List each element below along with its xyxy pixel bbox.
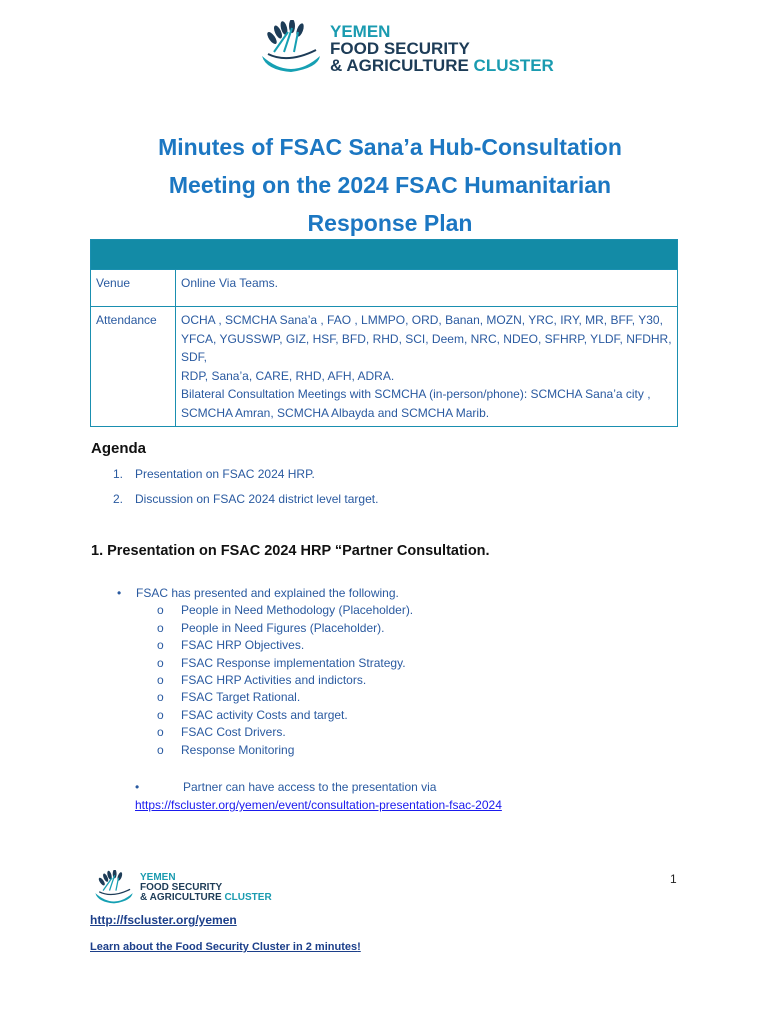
learn-more-text[interactable]: Learn about the Food Security Cluster in 2 minutes [90,941,358,953]
attendance-label: Attendance [91,307,176,427]
sub-list-text: FSAC Cost Drivers. [181,725,286,740]
circle-bullet-icon: o [157,690,164,705]
list-number: 2. [113,491,124,506]
logo-line-cluster: CLUSTER [468,55,554,75]
bullet-icon: • [117,586,122,600]
sub-list-text: People in Need Figures (Placeholder). [181,620,385,635]
page-title [90,128,690,242]
sub-list-item [157,690,413,707]
fsac-logo [258,20,554,76]
logo-line-agriculture: & AGRICULTURE [140,892,222,903]
circle-bullet-icon: o [157,672,164,687]
section-1-heading: 1. Presentation on FSAC 2024 HRP “Partner Consultation. [91,543,490,559]
meeting-info-table [90,239,678,427]
wheat-bowl-icon [92,870,136,906]
presentation-link[interactable]: https://fscluster.org/yemen/event/consultation-presentation-fsac-2024 [135,798,502,812]
table-row-venue [91,270,678,307]
presentation-access [135,778,502,814]
attendance-line: SCMCHA Amran, SCMCHA Albayda and SCMCHA Marib. [181,405,490,420]
sub-list-text: FSAC Target Rational. [181,690,301,705]
logo-line-yemen: YEMEN [140,872,176,883]
attendance-line: Bilateral Consultation Meetings with SCMCHA (in-person/phone): SCMCHA Sana’a city , [181,387,651,401]
agenda-heading: Agenda [91,440,147,457]
attendance-value [176,307,678,427]
sub-list-text: FSAC Response implementation Strategy. [181,655,406,670]
sub-list-item [157,621,413,638]
circle-bullet-icon: o [157,620,164,635]
agenda-list [113,467,378,516]
list-item [113,492,378,517]
learn-more-suffix: ! [357,941,361,953]
footer-logo [92,870,272,906]
wheat-bowl-icon [258,20,324,76]
list-text: Presentation on FSAC 2024 HRP. [135,467,315,481]
sub-list-item [157,603,413,620]
table-header-row [91,240,678,270]
title-line-1: Minutes of FSAC Sana’a Hub-Consultation [158,134,622,160]
sub-list-text: People in Need Methodology (Placeholder). [181,603,414,618]
sub-list-item [157,656,413,673]
logo-line-yemen: YEMEN [330,21,391,41]
logo-line-food-security: FOOD SECURITY [140,882,223,893]
sub-list-text: FSAC activity Costs and target. [181,707,348,722]
logo-line-food-security: FOOD SECURITY [330,38,470,58]
list-item [113,467,378,492]
circle-bullet-icon: o [157,742,164,757]
attendance-line: RDP, Sana’a, CARE, RHD, AFH, ADRA. [181,368,395,383]
circle-bullet-icon: o [157,655,164,670]
list-item [117,586,413,603]
list-text: FSAC has presented and explained the following. [136,586,399,600]
sub-list-text: FSAC HRP Objectives. [181,638,305,653]
learn-more-link[interactable] [90,941,361,953]
attendance-line: YFCA, YGUSSWP, GIZ, HSF, BFD, RHD, SCI, Deem, NRC, NDEO, SFHRP, YLDF, NFDHR, SDF, [181,331,672,364]
sub-list-item [157,743,413,760]
list-number: 1. [113,467,124,481]
logo-line-cluster: CLUSTER [221,892,272,903]
venue-label: Venue [91,270,176,307]
bullet-icon: • [135,780,140,794]
page-number: 1 [670,872,677,886]
venue-value: Online Via Teams. [176,270,678,307]
sub-list-item [157,638,413,655]
sub-list-item [157,725,413,742]
section-1-bullets [117,586,413,760]
attendance-line: OCHA , SCMCHA Sana’a , FAO , LMMPO, ORD, Banan, MOZN, YRC, IRY, MR, BFF, Y30, [181,313,663,327]
title-line-3: Response Plan [307,210,473,236]
circle-bullet-icon: o [157,707,164,722]
fscluster-link[interactable]: http://fscluster.org/yemen [90,913,237,927]
logo-line-agriculture: & AGRICULTURE [330,55,469,75]
circle-bullet-icon: o [157,638,164,653]
sub-list-item [157,673,413,690]
title-line-2: Meeting on the 2024 FSAC Humanitarian [168,172,612,198]
circle-bullet-icon: o [157,603,164,618]
access-text: Partner can have access to the presentation via [183,780,437,794]
list-text: Discussion on FSAC 2024 district level target. [135,491,379,506]
sub-list-text: Response Monitoring [181,742,295,757]
sub-list-item [157,708,413,725]
sub-list-text: FSAC HRP Activities and indictors. [181,672,367,687]
table-row-attendance [91,307,678,427]
list-item [135,778,502,796]
circle-bullet-icon: o [157,725,164,740]
sub-list [157,603,413,760]
